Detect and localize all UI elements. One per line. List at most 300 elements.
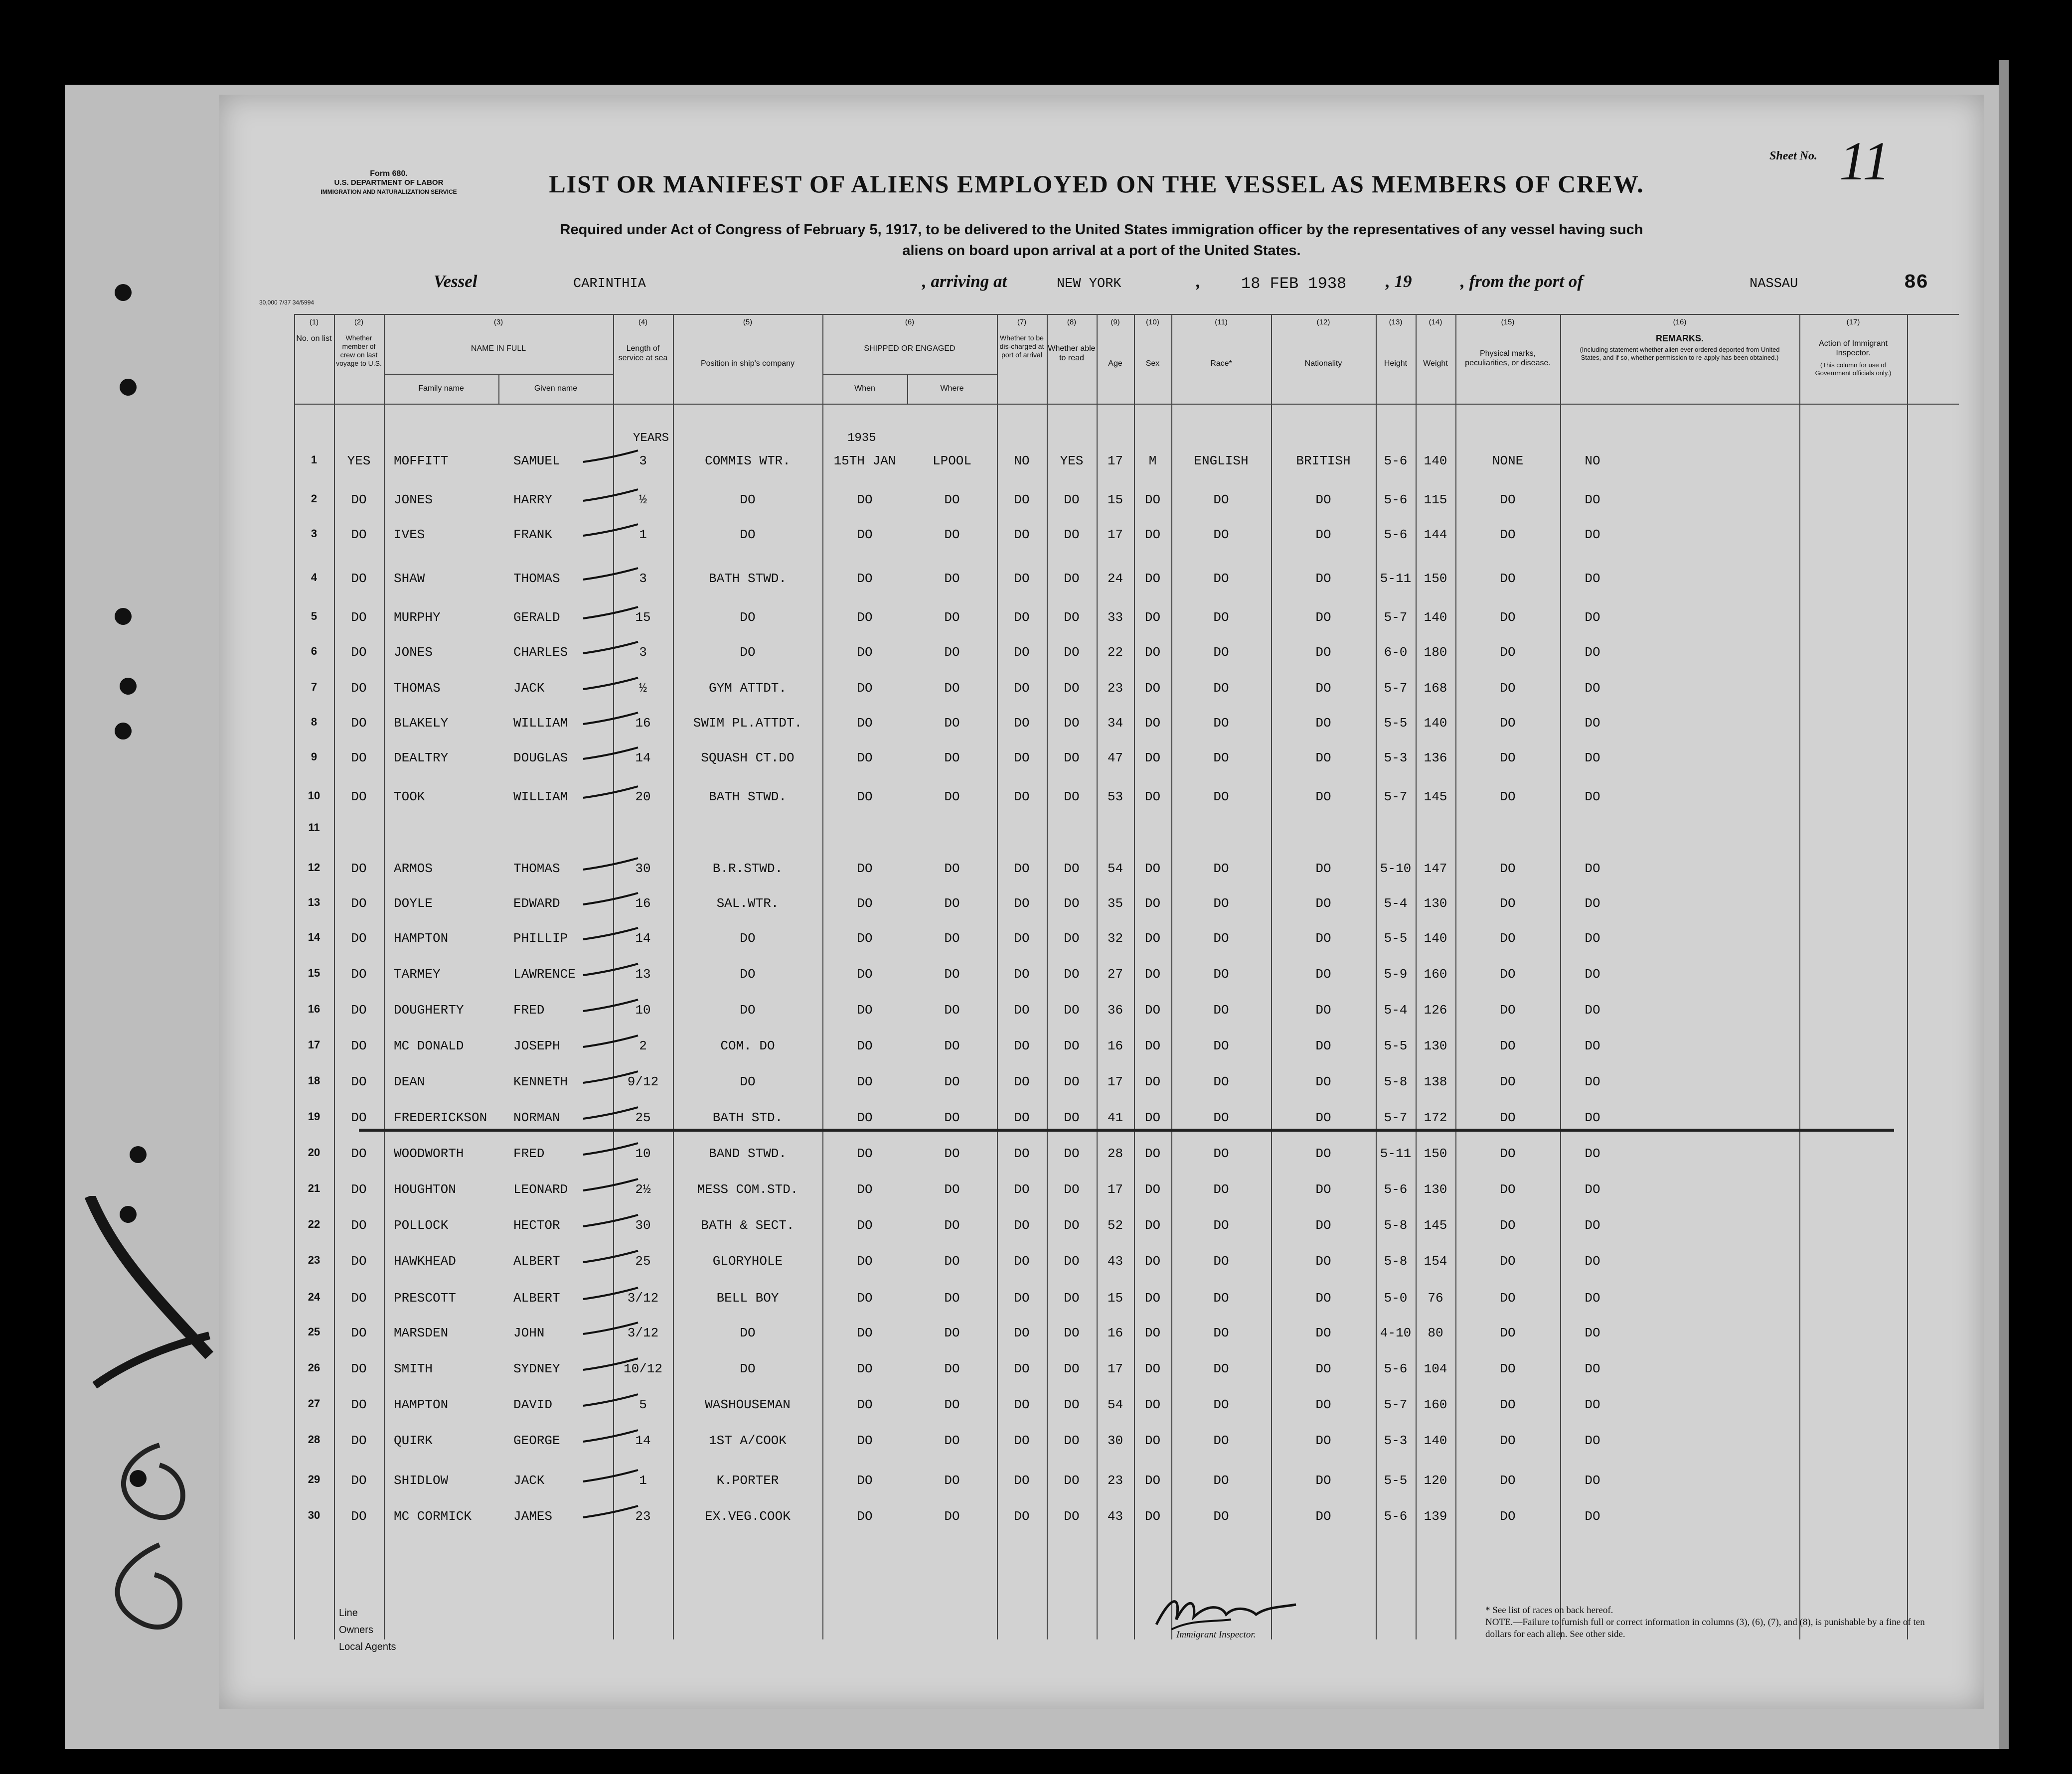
cell-weight: 104 (1424, 1361, 1447, 1376)
cell-last: DO (351, 1433, 367, 1448)
cell-family: BLAKELY (394, 716, 449, 731)
cell-family: QUIRK (394, 1433, 433, 1448)
cell-no: 21 (308, 1182, 320, 1194)
table-row (294, 931, 1959, 961)
cell-read: DO (1064, 492, 1080, 507)
cell-weight: 130 (1424, 1182, 1447, 1197)
cell-position: BATH & SECT. (701, 1218, 795, 1233)
cell-height: 5-6 (1384, 1182, 1408, 1197)
check-mark (581, 1429, 640, 1444)
column-number: (16) (1673, 318, 1687, 326)
column-number: (11) (1215, 318, 1228, 326)
sheet-number-label: Sheet No. (1769, 149, 1817, 162)
cell-nat: DO (1315, 571, 1331, 586)
table-row (294, 610, 1959, 640)
cell-sex: DO (1144, 1003, 1161, 1018)
cell-age: 53 (1107, 789, 1123, 804)
cell-disch: DO (1014, 645, 1030, 660)
cell-where: DO (944, 645, 960, 660)
cell-when: DO (857, 789, 873, 804)
cell-race: DO (1213, 1361, 1229, 1376)
cell-race: DO (1213, 1110, 1229, 1125)
cell-age: 27 (1107, 967, 1123, 982)
cell-when: DO (857, 645, 873, 660)
cell-position: DO (740, 610, 756, 625)
cell-position: WASHOUSEMAN (705, 1397, 791, 1412)
cell-age: 43 (1107, 1254, 1123, 1269)
cell-disch: DO (1014, 716, 1030, 731)
arrival-date-stamp: 18 FEB 1938 (1241, 275, 1347, 293)
cell-given: PHILLIP (513, 931, 568, 946)
cell-read: DO (1064, 716, 1080, 731)
check-mark (581, 785, 640, 800)
cell-sex: DO (1144, 1074, 1161, 1089)
cell-age: 41 (1107, 1110, 1123, 1125)
cell-last: DO (351, 681, 367, 696)
cell-position: DO (740, 1361, 756, 1376)
cell-where: DO (944, 861, 960, 876)
cell-disch: DO (1014, 1291, 1030, 1306)
cell-height: 6-0 (1384, 645, 1408, 660)
binder-edge (1999, 60, 2009, 1749)
check-mark (581, 857, 640, 872)
cell-where: DO (944, 750, 960, 765)
cell-when: DO (857, 1110, 873, 1125)
column-number: (4) (638, 318, 648, 326)
cell-race: DO (1213, 1473, 1229, 1488)
cell-position: B.R.STWD. (712, 861, 783, 876)
cell-last: DO (351, 861, 367, 876)
cell-remarks: DO (1585, 1146, 1600, 1161)
cell-when: DO (857, 1074, 873, 1089)
cell-remarks: DO (1585, 1326, 1600, 1340)
cell-service: 14 (635, 750, 651, 765)
cell-where: DO (944, 1433, 960, 1448)
cell-family: SHIDLOW (394, 1473, 449, 1488)
cell-remarks: DO (1585, 1254, 1600, 1269)
cell-service: 3 (639, 571, 647, 586)
cell-no: 28 (308, 1433, 320, 1446)
cell-weight: 150 (1424, 1146, 1447, 1161)
cell-marks: DO (1500, 571, 1516, 586)
header-remarks-note: (Including statement whether alien ever ordered deported from United States, and if so, whether permission to re-apply has been obtained.) (1580, 346, 1780, 361)
cell-no: 23 (308, 1254, 320, 1266)
cell-weight: 140 (1424, 716, 1447, 731)
cell-age: 43 (1107, 1509, 1123, 1524)
cell-age: 54 (1107, 1397, 1123, 1412)
cell-marks: DO (1500, 861, 1516, 876)
punch-hole (115, 608, 132, 625)
cell-when: DO (857, 1218, 873, 1233)
cell-sex: DO (1144, 1146, 1161, 1161)
cell-when: DO (857, 1254, 873, 1269)
cell-remarks: DO (1585, 1003, 1600, 1018)
cell-weight: 150 (1424, 571, 1447, 586)
cell-read: DO (1064, 861, 1080, 876)
cell-remarks: DO (1585, 1182, 1600, 1197)
cell-race: DO (1213, 1254, 1229, 1269)
cell-sex: DO (1144, 1182, 1161, 1197)
cell-position: DO (740, 1074, 756, 1089)
table-row (294, 821, 1959, 851)
cell-disch: DO (1014, 1218, 1030, 1233)
column-number: (14) (1429, 318, 1442, 326)
cell-read: DO (1064, 931, 1080, 946)
cell-disch: DO (1014, 1433, 1030, 1448)
cell-disch: DO (1014, 1509, 1030, 1524)
cell-race: DO (1213, 1146, 1229, 1161)
section-divider-rule (359, 1129, 1894, 1132)
cell-nat: DO (1315, 861, 1331, 876)
check-mark (581, 1106, 640, 1121)
cell-remarks: DO (1585, 750, 1600, 765)
table-row (294, 681, 1959, 711)
cell-remarks: DO (1585, 527, 1600, 542)
cell-family: MOFFITT (394, 453, 449, 468)
cell-given: THOMAS (513, 861, 560, 876)
cell-age: 23 (1107, 681, 1123, 696)
cell-weight: 168 (1424, 681, 1447, 696)
cell-service: 30 (635, 1218, 651, 1233)
column-number: (3) (493, 318, 503, 326)
cell-weight: 130 (1424, 1038, 1447, 1053)
header-shipped-engaged: SHIPPED OR ENGAGED (864, 344, 956, 353)
cell-no: 27 (308, 1397, 320, 1410)
cell-nat: DO (1315, 610, 1331, 625)
list-number: 86 (1904, 272, 1928, 294)
cell-read: DO (1064, 1433, 1080, 1448)
cell-where: DO (944, 1397, 960, 1412)
cell-disch: DO (1014, 750, 1030, 765)
cell-no: 11 (308, 821, 320, 834)
cell-position: BAND STWD. (708, 1146, 787, 1161)
table-row (294, 1361, 1959, 1391)
cell-where: DO (944, 1074, 960, 1089)
document-subtitle (429, 219, 1774, 261)
form-number: Form 680. (370, 169, 408, 178)
cell-marks: DO (1500, 1038, 1516, 1053)
table-top-rule (294, 314, 1959, 315)
cell-marks: DO (1500, 1473, 1516, 1488)
cell-where: DO (944, 1110, 960, 1125)
cell-no: 17 (308, 1038, 320, 1051)
header-inspector-action: Action of Immigrant Inspector. (1819, 339, 1888, 357)
cell-service: 10 (635, 1003, 651, 1018)
header-inspector-note: (This column for use of Government officials only.) (1815, 361, 1892, 377)
cell-read: DO (1064, 1291, 1080, 1306)
cell-race: DO (1213, 1074, 1229, 1089)
cell-service: 2½ (635, 1182, 651, 1197)
check-mark (581, 677, 640, 692)
cell-family: MARSDEN (394, 1326, 449, 1340)
cell-read: DO (1064, 1397, 1080, 1412)
table-row (294, 716, 1959, 745)
cell-sex: DO (1144, 750, 1161, 765)
cell-sex: DO (1144, 527, 1161, 542)
cell-sex: DO (1144, 571, 1161, 586)
cell-service: 3/12 (627, 1291, 659, 1306)
cell-given: EDWARD (513, 896, 560, 911)
cell-no: 8 (311, 716, 318, 728)
column-number: (2) (354, 318, 364, 326)
cell-sex: DO (1144, 1397, 1161, 1412)
cell-position: DO (740, 967, 756, 982)
cell-when: DO (857, 571, 873, 586)
header-age: Age (1108, 359, 1122, 368)
cell-family: TOOK (394, 789, 425, 804)
cell-age: 32 (1107, 931, 1123, 946)
cell-height: 5-3 (1384, 1433, 1408, 1448)
cell-given: GEORGE (513, 1433, 560, 1448)
cell-when: DO (857, 1182, 873, 1197)
cell-height: 5-5 (1384, 1473, 1408, 1488)
cell-marks: DO (1500, 1218, 1516, 1233)
cell-family: FREDERICKSON (394, 1110, 487, 1125)
cell-remarks: DO (1585, 931, 1600, 946)
table-row (294, 1326, 1959, 1355)
cell-given: WILLIAM (513, 789, 568, 804)
check-mark (581, 963, 640, 978)
cell-where: DO (944, 610, 960, 625)
cell-given: FRED (513, 1003, 545, 1018)
cell-read: DO (1064, 1182, 1080, 1197)
cell-height: 5-7 (1384, 789, 1408, 804)
cell-family: TARMEY (394, 967, 441, 982)
table-row (294, 1397, 1959, 1427)
cell-read: DO (1064, 896, 1080, 911)
cell-race: ENGLISH (1194, 453, 1249, 468)
form-identifier (304, 169, 474, 196)
cell-no: 18 (308, 1074, 320, 1087)
header-height: Height (1384, 359, 1408, 368)
cell-height: 5-6 (1384, 527, 1408, 542)
table-row (294, 1291, 1959, 1321)
cell-read: DO (1064, 571, 1080, 586)
cell-family: POLLOCK (394, 1218, 449, 1233)
header-when: When (854, 384, 875, 393)
cell-service: 23 (635, 1509, 651, 1524)
years-note: YEARS (633, 432, 669, 445)
column-number: (5) (743, 318, 753, 326)
cell-nat: DO (1315, 789, 1331, 804)
cell-age: 28 (1107, 1146, 1123, 1161)
cell-race: DO (1213, 571, 1229, 586)
cell-given: HECTOR (513, 1218, 560, 1233)
cell-nat: DO (1315, 1182, 1331, 1197)
header-remarks: REMARKS. (1655, 333, 1704, 343)
immigrant-inspector-label: Immigrant Inspector. (1176, 1629, 1256, 1640)
cell-family: ARMOS (394, 861, 433, 876)
cell-position: K.PORTER (716, 1473, 779, 1488)
cell-weight: 154 (1424, 1254, 1447, 1269)
cell-age: 17 (1107, 527, 1123, 542)
cell-weight: 140 (1424, 453, 1447, 468)
cell-no: 6 (311, 645, 318, 657)
cell-where: DO (944, 1254, 960, 1269)
cell-height: 5-6 (1384, 1509, 1408, 1524)
cell-position: BELL BOY (716, 1291, 779, 1306)
cell-family: SMITH (394, 1361, 433, 1376)
cell-sex: DO (1144, 1473, 1161, 1488)
cell-where: DO (944, 681, 960, 696)
cell-height: 5-3 (1384, 750, 1408, 765)
cell-no: 25 (308, 1326, 320, 1338)
header-family-name: Family name (418, 384, 464, 393)
cell-no: 29 (308, 1473, 320, 1485)
cell-read: DO (1064, 645, 1080, 660)
check-mark (581, 1070, 640, 1085)
cell-remarks: DO (1585, 610, 1600, 625)
cell-marks: DO (1500, 931, 1516, 946)
cell-where: DO (944, 1218, 960, 1233)
cell-height: 5-6 (1384, 492, 1408, 507)
cell-no: 9 (311, 750, 318, 763)
cell-sex: DO (1144, 1254, 1161, 1269)
document-title: LIST OR MANIFEST OF ALIENS EMPLOYED ON THE VESSEL AS MEMBERS OF CREW. (549, 170, 1644, 198)
cell-nat: DO (1315, 1433, 1331, 1448)
cell-last: DO (351, 1473, 367, 1488)
cell-height: 4-10 (1380, 1326, 1412, 1340)
cell-service: 15 (635, 610, 651, 625)
check-mark (581, 746, 640, 761)
check-mark (581, 927, 640, 942)
cell-service: 25 (635, 1110, 651, 1125)
cell-nat: DO (1315, 967, 1331, 982)
cell-family: MC DONALD (394, 1038, 464, 1053)
vessel-name: CARINTHIA (573, 277, 646, 292)
cell-sex: DO (1144, 1218, 1161, 1233)
cell-service: 14 (635, 1433, 651, 1448)
inspector-signature (1151, 1590, 1301, 1634)
cell-given: JOHN (513, 1326, 545, 1340)
cell-remarks: DO (1585, 1361, 1600, 1376)
cell-race: DO (1213, 1003, 1229, 1018)
cell-remarks: DO (1585, 1038, 1600, 1053)
table-row (294, 967, 1959, 997)
cell-race: DO (1213, 1509, 1229, 1524)
cell-given: DAVID (513, 1397, 553, 1412)
cell-nat: DO (1315, 1146, 1331, 1161)
cell-height: 5-9 (1384, 967, 1408, 982)
cell-marks: DO (1500, 1146, 1516, 1161)
cell-weight: 126 (1424, 1003, 1447, 1018)
cell-service: 5 (639, 1397, 647, 1412)
cell-marks: DO (1500, 1509, 1516, 1524)
cell-read: DO (1064, 1003, 1080, 1018)
cell-nat: DO (1315, 1473, 1331, 1488)
cell-position: DO (740, 1326, 756, 1340)
cell-last: DO (351, 789, 367, 804)
cell-race: DO (1213, 645, 1229, 660)
cell-marks: DO (1500, 1326, 1516, 1340)
cell-when: DO (857, 1433, 873, 1448)
table-row (294, 750, 1959, 780)
cell-when: DO (857, 896, 873, 911)
cell-last: DO (351, 1326, 367, 1340)
cell-no: 14 (308, 931, 320, 943)
cell-last: DO (351, 1291, 367, 1306)
cell-height: 5-6 (1384, 1361, 1408, 1376)
cell-race: DO (1213, 716, 1229, 731)
check-mark (581, 712, 640, 727)
cell-service: 1 (639, 1473, 647, 1488)
table-row (294, 1433, 1959, 1463)
cell-sex: DO (1144, 1326, 1161, 1340)
cell-service: 20 (635, 789, 651, 804)
cell-marks: DO (1500, 1433, 1516, 1448)
cell-weight: 140 (1424, 610, 1447, 625)
cell-disch: DO (1014, 1473, 1030, 1488)
cell-given: GERALD (513, 610, 560, 625)
check-mark (581, 1178, 640, 1193)
column-number: (12) (1316, 318, 1330, 326)
header-where: Where (940, 384, 964, 393)
cell-no: 4 (311, 571, 318, 584)
cell-where: DO (944, 896, 960, 911)
cell-family: DOUGHERTY (394, 1003, 464, 1018)
cell-service: 3/12 (627, 1326, 659, 1340)
cell-position: GYM ATTDT. (708, 681, 787, 696)
cell-given: JACK (513, 681, 545, 696)
cell-age: 16 (1107, 1038, 1123, 1053)
vessel-label: Vessel (434, 272, 478, 291)
punch-hole (120, 379, 137, 396)
cell-no: 2 (311, 492, 318, 505)
check-mark (581, 1142, 640, 1157)
cell-disch: DO (1014, 1110, 1030, 1125)
cell-sex: DO (1144, 1110, 1161, 1125)
cell-family: HAMPTON (394, 931, 449, 946)
cell-sex: DO (1144, 492, 1161, 507)
cell-height: 5-8 (1384, 1074, 1408, 1089)
check-mark (581, 1287, 640, 1302)
punch-hole (115, 723, 132, 739)
penalty-note: NOTE.—Failure to furnish full or correct information in columns (3), (6), (7), and (8), is punishable by a fine of ten dollars for each alien. See other side. (1485, 1617, 1925, 1639)
cell-disch: DO (1014, 571, 1030, 586)
column-number: (10) (1146, 318, 1159, 326)
arriving-label: , arriving at (922, 272, 1007, 291)
cell-nat: DO (1315, 1291, 1331, 1306)
cell-service: 16 (635, 896, 651, 911)
cell-read: DO (1064, 1326, 1080, 1340)
cell-remarks: DO (1585, 1509, 1600, 1524)
cell-read: DO (1064, 1110, 1080, 1125)
cell-position: SWIM PL.ATTDT. (693, 716, 802, 731)
cell-weight: 76 (1428, 1291, 1443, 1306)
cell-height: 5-7 (1384, 1110, 1408, 1125)
cell-service: 9/12 (627, 1074, 659, 1089)
cell-family: DEALTRY (394, 750, 449, 765)
cell-marks: DO (1500, 1110, 1516, 1125)
cell-read: DO (1064, 750, 1080, 765)
cell-no: 16 (308, 1003, 320, 1015)
cell-position: BATH STWD. (708, 571, 787, 586)
cell-where: DO (944, 716, 960, 731)
cell-position: COM. DO (720, 1038, 775, 1053)
print-code: 30,000 7/37 34/5994 (259, 299, 315, 306)
cell-nat: DO (1315, 527, 1331, 542)
cell-given: LEONARD (513, 1182, 568, 1197)
cell-position: DO (740, 492, 756, 507)
comma-separator: , (1196, 272, 1201, 291)
cell-family: WOODWORTH (394, 1146, 464, 1161)
cell-sex: DO (1144, 1291, 1161, 1306)
table-row (294, 645, 1959, 675)
cell-disch: DO (1014, 1074, 1030, 1089)
cell-disch: DO (1014, 967, 1030, 982)
cell-disch: DO (1014, 1397, 1030, 1412)
column-number: (8) (1067, 318, 1077, 326)
